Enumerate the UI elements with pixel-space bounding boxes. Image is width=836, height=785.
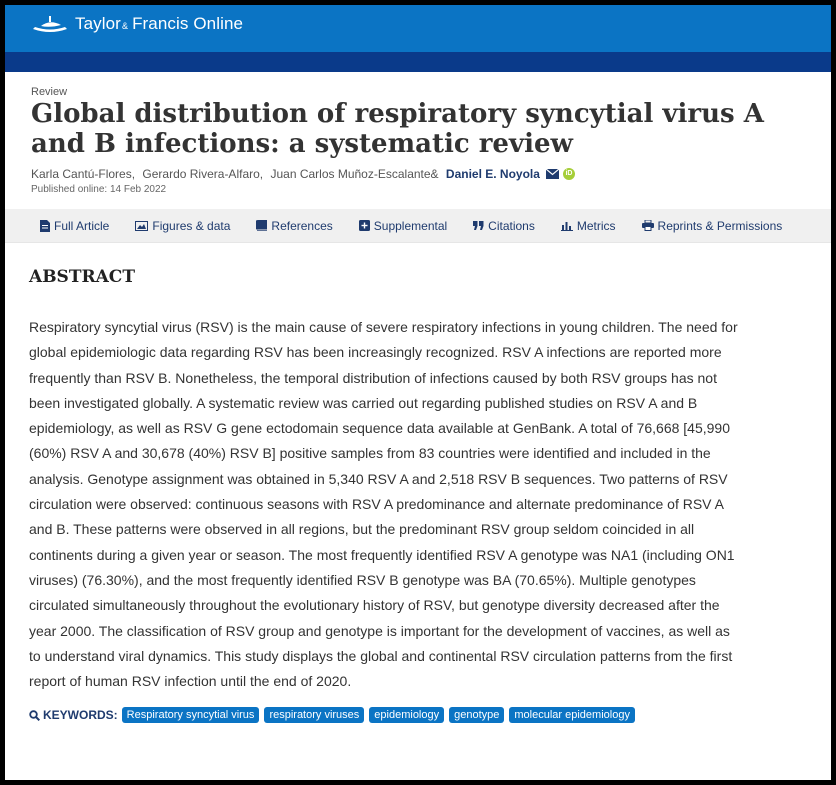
- keywords-label-text: KEYWORDS:: [43, 708, 118, 723]
- keywords-label: [29, 708, 118, 722]
- brand-name-part1: Taylor: [75, 14, 121, 33]
- printer-icon: [642, 220, 654, 231]
- tab-label: Metrics: [576, 218, 616, 233]
- author-link[interactable]: Gerardo Rivera-Alfaro: [142, 167, 260, 181]
- corresponding-author-link[interactable]: Daniel E. Noyola: [445, 167, 540, 181]
- article-tabs: [5, 209, 831, 243]
- bar-chart-icon: [561, 221, 573, 231]
- tab-label: Supplemental: [373, 218, 448, 233]
- tab-label: Reprints & Permissions: [657, 218, 783, 233]
- author-separator: ,: [259, 167, 264, 181]
- tab-references[interactable]: [256, 219, 332, 233]
- envelope-icon[interactable]: [546, 169, 559, 179]
- tab-label: References: [271, 218, 333, 233]
- tab-citations[interactable]: [473, 219, 535, 233]
- quote-icon: [473, 221, 484, 230]
- author-separator: ,: [131, 167, 136, 181]
- document-icon: [40, 220, 50, 232]
- article-type: Review: [31, 86, 68, 98]
- keyword-tag[interactable]: molecular epidemiology: [509, 707, 635, 723]
- tab-metrics[interactable]: [561, 219, 616, 233]
- published-date: Published online: 14 Feb 2022: [31, 184, 167, 195]
- author-link[interactable]: Juan Carlos Muñoz-Escalante: [270, 167, 431, 181]
- author-list: [31, 167, 831, 181]
- tab-full-article[interactable]: [40, 219, 109, 233]
- keyword-tag[interactable]: Respiratory syncytial virus: [122, 707, 260, 723]
- tab-label: Citations: [488, 218, 535, 233]
- keywords-row: [29, 707, 831, 723]
- brand-ampersand: &: [121, 21, 129, 31]
- abstract-heading: ABSTRACT: [29, 267, 135, 287]
- tab-supplemental[interactable]: [359, 219, 447, 233]
- keyword-tag[interactable]: genotype: [449, 707, 504, 723]
- image-icon: [135, 221, 148, 231]
- tab-label: Full Article: [54, 218, 110, 233]
- site-header: [5, 5, 831, 52]
- author-separator: &: [430, 167, 439, 181]
- tab-figures-data[interactable]: [135, 219, 230, 233]
- abstract-section: [5, 267, 831, 723]
- tab-reprints-permissions[interactable]: [642, 219, 783, 233]
- keyword-tag[interactable]: respiratory viruses: [264, 707, 364, 723]
- lamp-icon: [31, 13, 69, 35]
- article-title: Global distribution of respiratory syncytial virus A and B infections: a systematic review: [31, 99, 764, 159]
- article-header: [5, 72, 831, 195]
- brand-name-part2: Francis Online: [132, 14, 244, 33]
- abstract-text: Respiratory syncytial virus (RSV) is the main cause of severe respiratory infections in young children. The need for global epidemiologic data regarding RSV has been increasingly recognized. RSV A infections are reported more frequently than RSV B. Nonetheless, the temporal distribution of infections caused by both RSV groups has not been investigated globally. A systematic review was carried out regarding published studies on RSV A and B epidemiology, as well as RSV G gene ectodomain sequence data available at GenBank. A total of 76,668 [45,990 (60%) RSV A and 30,678 (40%) RSV B] positive samples from 83 countries were identified and included in the analysis. Genotype assignment was obtained in 5,340 RSV A and 2,518 RSV B sequences. Two patterns of RSV circulation were observed: continuous seasons with RSV A predominance and alternate predominance of RSV A and B. These patterns were observed in all regions, but the predominant RSV group seldom coincided in all continents during a given year or season. The most frequently identified RSV A genotype was NA1 (including ON1 viruses) (76.30%), and the most frequently identified RSV B genotype was BA (70.65%). Multiple genotypes circulated simultaneously throughout the evolutionary history of RSV, but genotype diversity decreased after the year 2000. The classification of RSV group and genotype is important for the development of vaccines, as well as to understand viral dynamics. This study displays the global and continental RSV circulation patterns from the first report of human RSV infection until the end of 2020.: [29, 319, 738, 690]
- site-logo[interactable]: [31, 13, 243, 35]
- author-link[interactable]: Karla Cantú-Flores: [31, 167, 132, 181]
- search-icon: [29, 710, 40, 721]
- keyword-tag[interactable]: epidemiology: [369, 707, 444, 723]
- nav-band: [5, 52, 831, 72]
- tab-label: Figures & data: [152, 218, 231, 233]
- plus-square-icon: [359, 220, 370, 231]
- orcid-icon[interactable]: iD: [563, 168, 575, 180]
- book-icon: [256, 220, 267, 231]
- page-frame: [5, 5, 831, 780]
